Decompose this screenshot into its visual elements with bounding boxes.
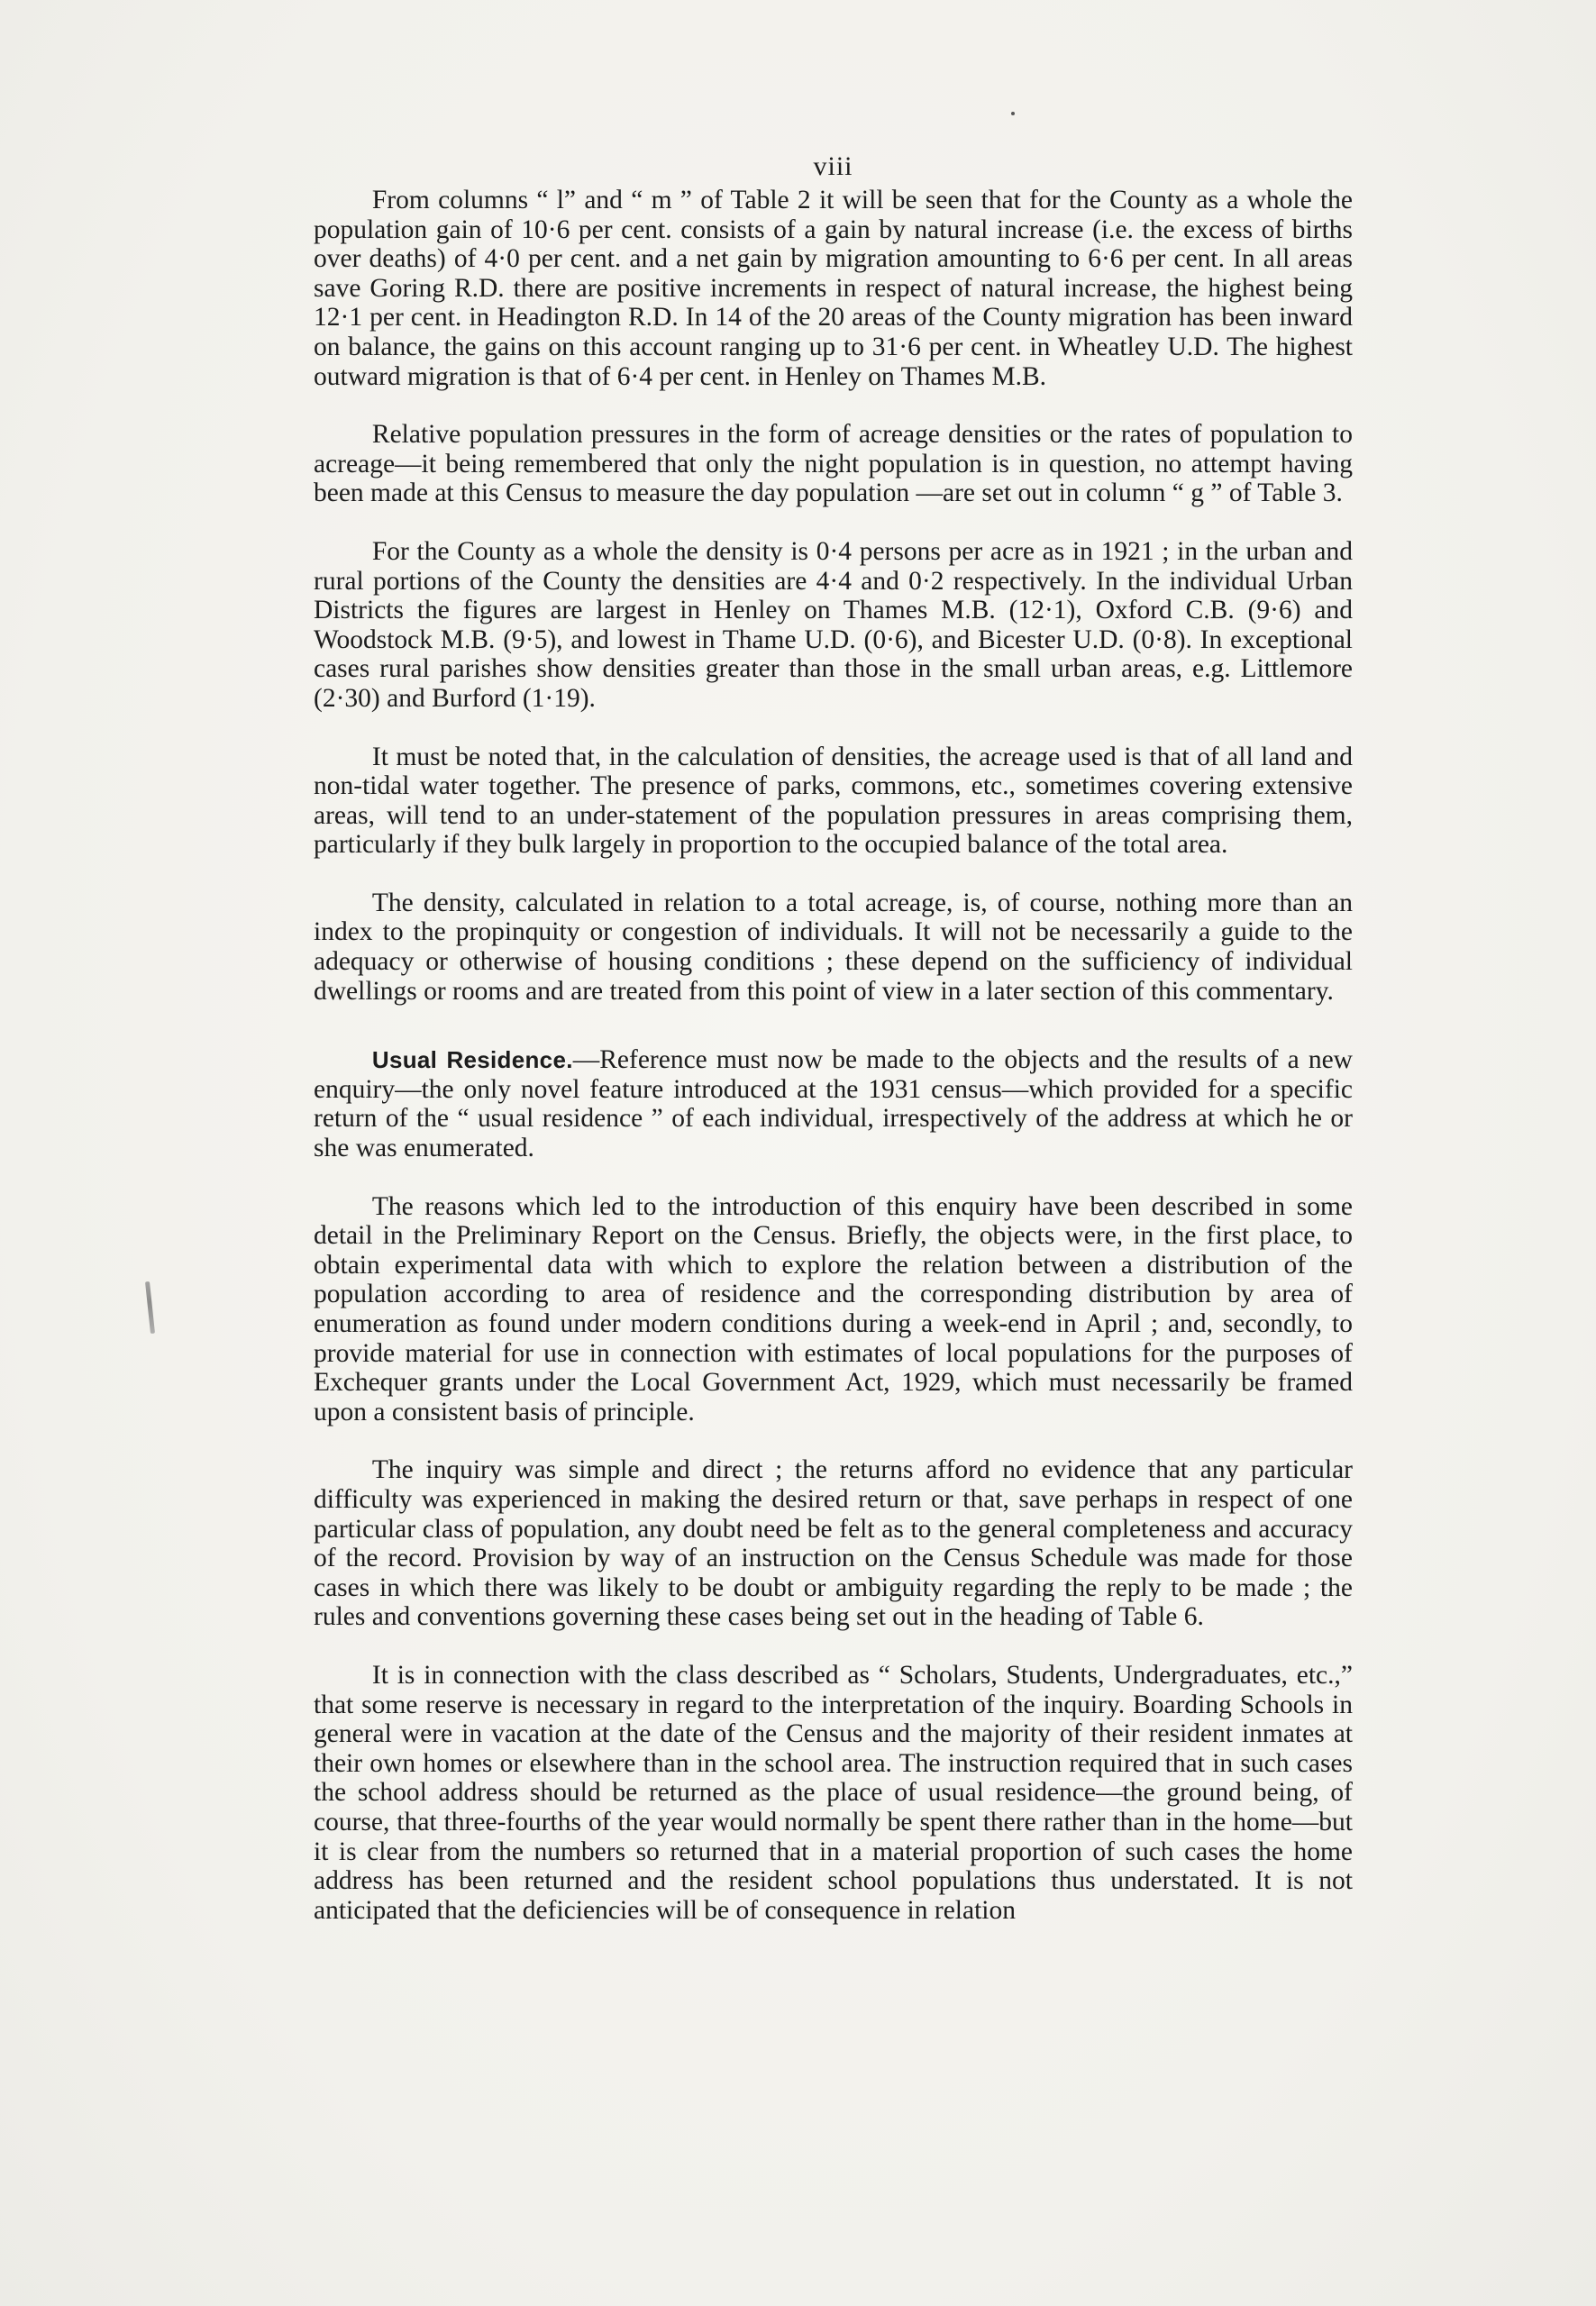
margin-mark	[145, 1281, 155, 1334]
paragraph-migration: From columns “ l” and “ m ” of Table 2 it will be seen that for the County as a whole the population gain of 10·6 per cent. consists of a gain by natural increase (i.e. the excess of births over deaths) of 4·0 per cent. and a net gain by migration amounting to 6·6 per cent. In all areas save Goring R.D. there are positive increments in respect of natural increase, the highest being 12·1 per cent. in Headington R.D. In 14 of the 20 areas of the County migration has been inward on balance, the gains on this account ranging up to 31·6 per cent. in Wheatley U.D. The highest outward migration is that of 6·4 per cent. in Henley on Thames M.B.	[314, 186, 1353, 391]
paragraph-acreage-note: It must be noted that, in the calculation of densities, the acreage used is that of all land and non-tidal water together. The presence of parks, commons, etc., sometimes covering extensive areas, will tend to an under-statement of the population pressures in areas comprising them, particularly if they bulk largely in proportion to the occupied balance of the total area.	[314, 742, 1353, 860]
paragraph-population-pressures: Relative population pressures in the form of acreage densities or the rates of population to acreage—it being remembered that only the night population is in question, no attempt having been made at this Census to measure the day population —are set out in column “ g ” of Table 3.	[314, 420, 1353, 508]
page-number: viii	[813, 151, 853, 181]
section-heading-usual-residence: Usual Residence.	[371, 1046, 573, 1074]
text-column	[314, 151, 1353, 1954]
paragraph-scholars-students: It is in connection with the class described as “ Scholars, Students, Undergraduates, etc.,” that some reserve is necessary in regard to the interpretation of the inquiry. Boarding Schools in general were in vacation at the date of the Census and the majority of their resident inmates at their own homes or elsewhere than in the school area. The instruction required that in such cases the school address should be returned as the place of usual residence—the ground being, of course, that three-fourths of the year would normally be spent there rather than in the home—but it is clear from the numbers so returned that in a material proportion of such cases the home address has been returned and the resident school populations thus understated. It is not anticipated that the deficiencies will be of consequence in relation	[314, 1660, 1353, 1925]
paragraph-county-density: For the County as a whole the density is 0·4 persons per acre as in 1921 ; in the urban and rural portions of the County the densities are 4·4 and 0·2 respectively. In the individual Urban Districts the figures are largest in Henley on Thames M.B. (12·1), Oxford C.B. (9·6) and Woodstock M.B. (9·5), and lowest in Thame U.D. (0·6), and Bicester U.D. (0·8). In exceptional cases rural parishes show densities greater than those in the small urban areas, e.g. Littlemore (2·30) and Burford (1·19).	[314, 536, 1353, 713]
paragraph-usual-residence-text: —Reference must now be made to the objects and the results of a new enquiry—the only novel feature introduced at the 1931 census—which provided for a specific return of the “ usual residence ” of each individual, irrespectively of the address at which he or she was enumerated.	[314, 1045, 1353, 1163]
paragraph-inquiry-simple: The inquiry was simple and direct ; the returns afford no evidence that any particular difficulty was experienced in making the desired return or that, save perhaps in respect of one particular class of population, any doubt need be felt as to the general completeness and accuracy of the record. Provision by way of an instruction on the Census Schedule was made for those cases in which there was likely to be doubt or ambiguity regarding the reply to be made ; the rules and conventions governing these cases being set out in the heading of Table 6.	[314, 1455, 1353, 1632]
speck	[1011, 112, 1015, 115]
paragraph-density-index: The density, calculated in relation to a total acreage, is, of course, nothing more than an index to the propinquity or congestion of individuals. It will not be necessarily a guide to the adequacy or otherwise of housing conditions ; these depend on the sufficiency of individual dwellings or rooms and are treated from this point of view in a later section of this commentary.	[314, 888, 1353, 1006]
paragraph-enquiry-reasons: The reasons which led to the introduction of this enquiry have been described in some detail in the Preliminary Report on the Census. Briefly, the objects were, in the first place, to obtain experimental data with which to explore the relation between a distribution of the population according to area of residence and the corresponding distribution by area of enumeration as found under modern conditions during a week-end in April ; and, secondly, to provide material for use in connection with estimates of local populations for the purposes of Exchequer grants under the Local Government Act, 1929, which must necessarily be framed upon a consistent basis of principle.	[314, 1191, 1353, 1426]
paragraph-usual-residence	[314, 1045, 1353, 1162]
